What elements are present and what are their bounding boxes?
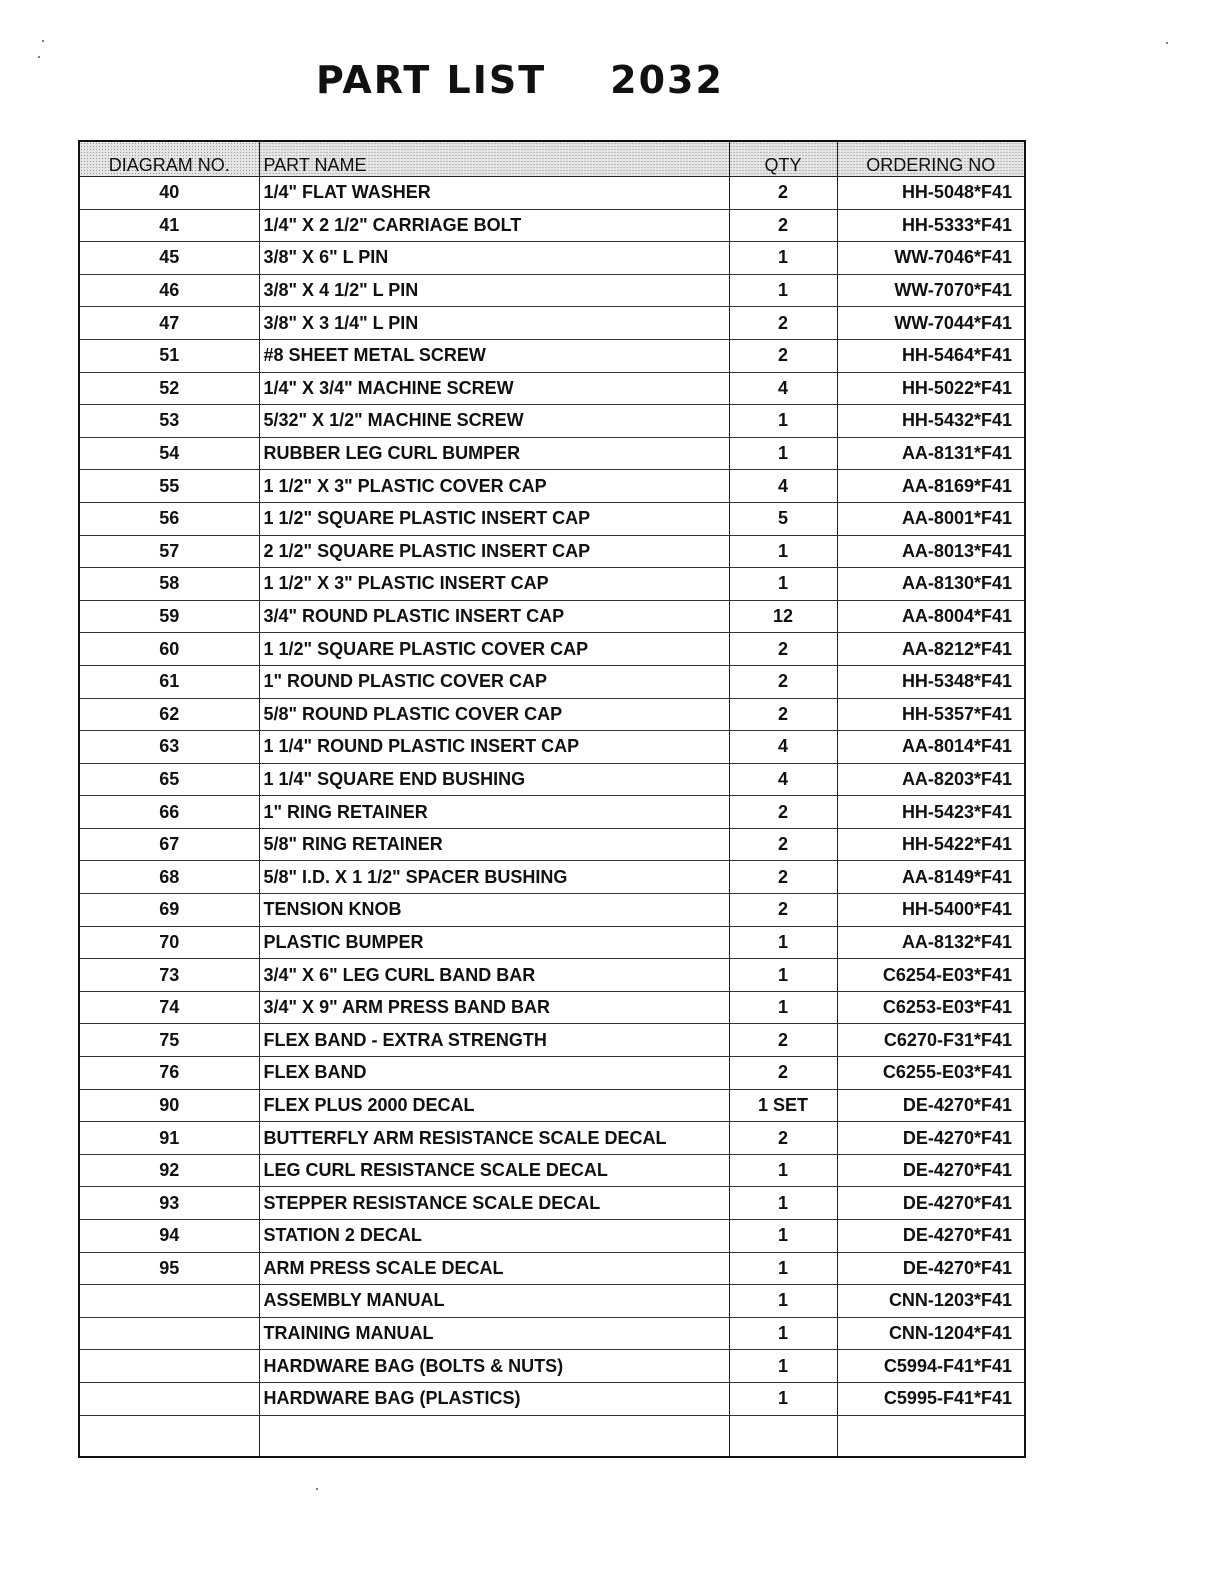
part-name-cell: LEG CURL RESISTANCE SCALE DECAL — [259, 1154, 729, 1187]
ordering-no-cell: C6253-E03*F41 — [837, 991, 1025, 1024]
ordering-no-cell: HH-5464*F41 — [837, 339, 1025, 372]
ordering-no-cell: AA-8169*F41 — [837, 470, 1025, 503]
table-row — [79, 959, 1025, 992]
table-row — [79, 1154, 1025, 1187]
diagram-no-cell: 57 — [79, 535, 259, 568]
qty-cell: 1 — [729, 1350, 837, 1383]
ordering-no-cell: HH-5022*F41 — [837, 372, 1025, 405]
ordering-no-cell: HH-5048*F41 — [837, 177, 1025, 210]
part-name-cell: 3/8" X 4 1/2" L PIN — [259, 274, 729, 307]
ordering-no-cell: C5994-F41*F41 — [837, 1350, 1025, 1383]
part-name-cell: 1/4" X 3/4" MACHINE SCREW — [259, 372, 729, 405]
ordering-no-cell: DE-4270*F41 — [837, 1122, 1025, 1155]
table-row — [79, 177, 1025, 210]
table-row — [79, 1057, 1025, 1090]
qty-cell: 1 — [729, 568, 837, 601]
table-row — [79, 209, 1025, 242]
table-row — [79, 307, 1025, 340]
table-row — [79, 1350, 1025, 1383]
table-row — [79, 1317, 1025, 1350]
scan-speck — [1166, 42, 1168, 44]
table-row — [79, 991, 1025, 1024]
ordering-no-cell: AA-8212*F41 — [837, 633, 1025, 666]
part-name-cell: 3/4" X 6" LEG CURL BAND BAR — [259, 959, 729, 992]
part-name-cell: 3/4" ROUND PLASTIC INSERT CAP — [259, 600, 729, 633]
table-row — [79, 1220, 1025, 1253]
diagram-no-cell: 54 — [79, 437, 259, 470]
empty-row — [79, 1415, 1025, 1457]
diagram-no-cell: 95 — [79, 1252, 259, 1285]
diagram-no-cell: 63 — [79, 731, 259, 764]
ordering-no-cell: DE-4270*F41 — [837, 1154, 1025, 1187]
diagram-no-cell: 40 — [79, 177, 259, 210]
ordering-no-cell: AA-8004*F41 — [837, 600, 1025, 633]
empty-cell — [259, 1415, 729, 1457]
table-row — [79, 568, 1025, 601]
part-name-cell: 1 1/2" SQUARE PLASTIC COVER CAP — [259, 633, 729, 666]
ordering-no-cell: WW-7044*F41 — [837, 307, 1025, 340]
table-row — [79, 828, 1025, 861]
table-row — [79, 1122, 1025, 1155]
table-row — [79, 1024, 1025, 1057]
header-diagram-no: DIAGRAM NO. — [79, 141, 259, 177]
ordering-no-cell: C6254-E03*F41 — [837, 959, 1025, 992]
table-row — [79, 372, 1025, 405]
qty-cell: 2 — [729, 1024, 837, 1057]
qty-cell: 1 — [729, 1187, 837, 1220]
diagram-no-cell — [79, 1350, 259, 1383]
diagram-no-cell: 51 — [79, 339, 259, 372]
ordering-no-cell: DE-4270*F41 — [837, 1220, 1025, 1253]
diagram-no-cell: 61 — [79, 665, 259, 698]
qty-cell: 1 — [729, 242, 837, 275]
qty-cell: 1 — [729, 1154, 837, 1187]
table-row — [79, 796, 1025, 829]
part-name-cell: FLEX BAND — [259, 1057, 729, 1090]
ordering-no-cell: HH-5432*F41 — [837, 405, 1025, 438]
part-name-cell: 3/4" X 9" ARM PRESS BAND BAR — [259, 991, 729, 1024]
diagram-no-cell: 62 — [79, 698, 259, 731]
part-name-cell: TENSION KNOB — [259, 894, 729, 927]
qty-cell: 2 — [729, 828, 837, 861]
qty-cell: 1 — [729, 1220, 837, 1253]
part-name-cell: HARDWARE BAG (PLASTICS) — [259, 1382, 729, 1415]
qty-cell: 2 — [729, 633, 837, 666]
table-row — [79, 502, 1025, 535]
part-name-cell: 5/8" RING RETAINER — [259, 828, 729, 861]
part-name-cell: 3/8" X 6" L PIN — [259, 242, 729, 275]
part-name-cell: HARDWARE BAG (BOLTS & NUTS) — [259, 1350, 729, 1383]
page-title — [316, 58, 724, 102]
part-name-cell: 1 1/2" X 3" PLASTIC INSERT CAP — [259, 568, 729, 601]
table-row — [79, 1089, 1025, 1122]
part-name-cell: 1" ROUND PLASTIC COVER CAP — [259, 665, 729, 698]
ordering-no-cell: C6270-F31*F41 — [837, 1024, 1025, 1057]
qty-cell: 2 — [729, 796, 837, 829]
qty-cell: 1 — [729, 1252, 837, 1285]
qty-cell: 1 — [729, 535, 837, 568]
diagram-no-cell: 93 — [79, 1187, 259, 1220]
diagram-no-cell: 70 — [79, 926, 259, 959]
table-row — [79, 470, 1025, 503]
table-row — [79, 665, 1025, 698]
part-name-cell: 1 1/2" SQUARE PLASTIC INSERT CAP — [259, 502, 729, 535]
ordering-no-cell: AA-8131*F41 — [837, 437, 1025, 470]
scan-speck — [38, 56, 40, 58]
table-row — [79, 1285, 1025, 1318]
diagram-no-cell: 55 — [79, 470, 259, 503]
ordering-no-cell: DE-4270*F41 — [837, 1089, 1025, 1122]
qty-cell: 1 — [729, 437, 837, 470]
header-ordering-no: ORDERING NO — [837, 141, 1025, 177]
header-qty: QTY — [729, 141, 837, 177]
diagram-no-cell: 58 — [79, 568, 259, 601]
ordering-no-cell: DE-4270*F41 — [837, 1187, 1025, 1220]
part-name-cell: 1/4" X 2 1/2" CARRIAGE BOLT — [259, 209, 729, 242]
parts-table — [78, 140, 1026, 1458]
ordering-no-cell: HH-5400*F41 — [837, 894, 1025, 927]
diagram-no-cell: 41 — [79, 209, 259, 242]
empty-cell — [79, 1415, 259, 1457]
diagram-no-cell: 76 — [79, 1057, 259, 1090]
qty-cell: 2 — [729, 665, 837, 698]
qty-cell: 2 — [729, 894, 837, 927]
part-name-cell: #8 SHEET METAL SCREW — [259, 339, 729, 372]
part-name-cell: ARM PRESS SCALE DECAL — [259, 1252, 729, 1285]
table-row — [79, 535, 1025, 568]
diagram-no-cell: 46 — [79, 274, 259, 307]
part-name-cell: 1 1/4" ROUND PLASTIC INSERT CAP — [259, 731, 729, 764]
qty-cell: 1 — [729, 926, 837, 959]
qty-cell: 1 — [729, 405, 837, 438]
qty-cell: 2 — [729, 1057, 837, 1090]
ordering-no-cell: CNN-1203*F41 — [837, 1285, 1025, 1318]
part-name-cell: 1/4" FLAT WASHER — [259, 177, 729, 210]
ordering-no-cell: AA-8013*F41 — [837, 535, 1025, 568]
ordering-no-cell: HH-5423*F41 — [837, 796, 1025, 829]
qty-cell: 12 — [729, 600, 837, 633]
diagram-no-cell — [79, 1382, 259, 1415]
diagram-no-cell: 56 — [79, 502, 259, 535]
empty-cell — [837, 1415, 1025, 1457]
diagram-no-cell: 69 — [79, 894, 259, 927]
ordering-no-cell: AA-8001*F41 — [837, 502, 1025, 535]
diagram-no-cell: 65 — [79, 763, 259, 796]
table-row — [79, 894, 1025, 927]
ordering-no-cell: AA-8149*F41 — [837, 861, 1025, 894]
qty-cell: 4 — [729, 372, 837, 405]
diagram-no-cell: 53 — [79, 405, 259, 438]
header-part-name: PART NAME — [259, 141, 729, 177]
ordering-no-cell: AA-8203*F41 — [837, 763, 1025, 796]
ordering-no-cell: DE-4270*F41 — [837, 1252, 1025, 1285]
diagram-no-cell: 92 — [79, 1154, 259, 1187]
part-name-cell: ASSEMBLY MANUAL — [259, 1285, 729, 1318]
part-name-cell: 1 1/2" X 3" PLASTIC COVER CAP — [259, 470, 729, 503]
qty-cell: 2 — [729, 698, 837, 731]
qty-cell: 1 — [729, 1285, 837, 1318]
scan-speck — [316, 1488, 318, 1490]
table-row — [79, 633, 1025, 666]
part-name-cell: 1" RING RETAINER — [259, 796, 729, 829]
ordering-no-cell: AA-8132*F41 — [837, 926, 1025, 959]
table-row — [79, 926, 1025, 959]
qty-cell: 1 — [729, 274, 837, 307]
part-name-cell: PLASTIC BUMPER — [259, 926, 729, 959]
table-row — [79, 405, 1025, 438]
ordering-no-cell: HH-5357*F41 — [837, 698, 1025, 731]
diagram-no-cell: 59 — [79, 600, 259, 633]
diagram-no-cell — [79, 1317, 259, 1350]
ordering-no-cell: AA-8130*F41 — [837, 568, 1025, 601]
parts-table-body — [79, 177, 1025, 1457]
table-row — [79, 274, 1025, 307]
qty-cell: 2 — [729, 1122, 837, 1155]
part-name-cell: 5/32" X 1/2" MACHINE SCREW — [259, 405, 729, 438]
diagram-no-cell: 52 — [79, 372, 259, 405]
part-name-cell: 5/8" I.D. X 1 1/2" SPACER BUSHING — [259, 861, 729, 894]
qty-cell: 2 — [729, 209, 837, 242]
part-name-cell: STATION 2 DECAL — [259, 1220, 729, 1253]
table-row — [79, 1187, 1025, 1220]
diagram-no-cell: 67 — [79, 828, 259, 861]
ordering-no-cell: HH-5348*F41 — [837, 665, 1025, 698]
qty-cell: 4 — [729, 470, 837, 503]
part-name-cell: STEPPER RESISTANCE SCALE DECAL — [259, 1187, 729, 1220]
part-name-cell: FLEX BAND - EXTRA STRENGTH — [259, 1024, 729, 1057]
diagram-no-cell: 74 — [79, 991, 259, 1024]
part-name-cell: 5/8" ROUND PLASTIC COVER CAP — [259, 698, 729, 731]
part-name-cell: RUBBER LEG CURL BUMPER — [259, 437, 729, 470]
diagram-no-cell: 75 — [79, 1024, 259, 1057]
table-row — [79, 861, 1025, 894]
ordering-no-cell: WW-7046*F41 — [837, 242, 1025, 275]
qty-cell: 1 — [729, 1382, 837, 1415]
diagram-no-cell: 68 — [79, 861, 259, 894]
table-row — [79, 437, 1025, 470]
part-name-cell: 2 1/2" SQUARE PLASTIC INSERT CAP — [259, 535, 729, 568]
empty-cell — [729, 1415, 837, 1457]
qty-cell: 2 — [729, 861, 837, 894]
header-row — [79, 141, 1025, 177]
title-text: PART LIST — [316, 58, 547, 102]
table-row — [79, 698, 1025, 731]
diagram-no-cell: 73 — [79, 959, 259, 992]
qty-cell: 2 — [729, 339, 837, 372]
ordering-no-cell: CNN-1204*F41 — [837, 1317, 1025, 1350]
diagram-no-cell — [79, 1285, 259, 1318]
ordering-no-cell: WW-7070*F41 — [837, 274, 1025, 307]
diagram-no-cell: 47 — [79, 307, 259, 340]
table-row — [79, 339, 1025, 372]
part-name-cell: FLEX PLUS 2000 DECAL — [259, 1089, 729, 1122]
qty-cell: 2 — [729, 177, 837, 210]
qty-cell: 1 — [729, 1317, 837, 1350]
part-name-cell: BUTTERFLY ARM RESISTANCE SCALE DECAL — [259, 1122, 729, 1155]
model-number: 2032 — [610, 58, 724, 102]
diagram-no-cell: 66 — [79, 796, 259, 829]
qty-cell: 1 — [729, 959, 837, 992]
part-name-cell: TRAINING MANUAL — [259, 1317, 729, 1350]
part-name-cell: 3/8" X 3 1/4" L PIN — [259, 307, 729, 340]
diagram-no-cell: 91 — [79, 1122, 259, 1155]
table-row — [79, 600, 1025, 633]
qty-cell: 1 — [729, 991, 837, 1024]
diagram-no-cell: 90 — [79, 1089, 259, 1122]
diagram-no-cell: 60 — [79, 633, 259, 666]
qty-cell: 2 — [729, 307, 837, 340]
part-name-cell: 1 1/4" SQUARE END BUSHING — [259, 763, 729, 796]
table-row — [79, 242, 1025, 275]
table-row — [79, 763, 1025, 796]
table-row — [79, 1252, 1025, 1285]
table-row — [79, 731, 1025, 764]
ordering-no-cell: AA-8014*F41 — [837, 731, 1025, 764]
ordering-no-cell: C6255-E03*F41 — [837, 1057, 1025, 1090]
diagram-no-cell: 94 — [79, 1220, 259, 1253]
ordering-no-cell: C5995-F41*F41 — [837, 1382, 1025, 1415]
qty-cell: 1 SET — [729, 1089, 837, 1122]
qty-cell: 5 — [729, 502, 837, 535]
scan-speck — [42, 40, 44, 42]
ordering-no-cell: HH-5333*F41 — [837, 209, 1025, 242]
qty-cell: 4 — [729, 763, 837, 796]
ordering-no-cell: HH-5422*F41 — [837, 828, 1025, 861]
table-row — [79, 1382, 1025, 1415]
qty-cell: 4 — [729, 731, 837, 764]
diagram-no-cell: 45 — [79, 242, 259, 275]
